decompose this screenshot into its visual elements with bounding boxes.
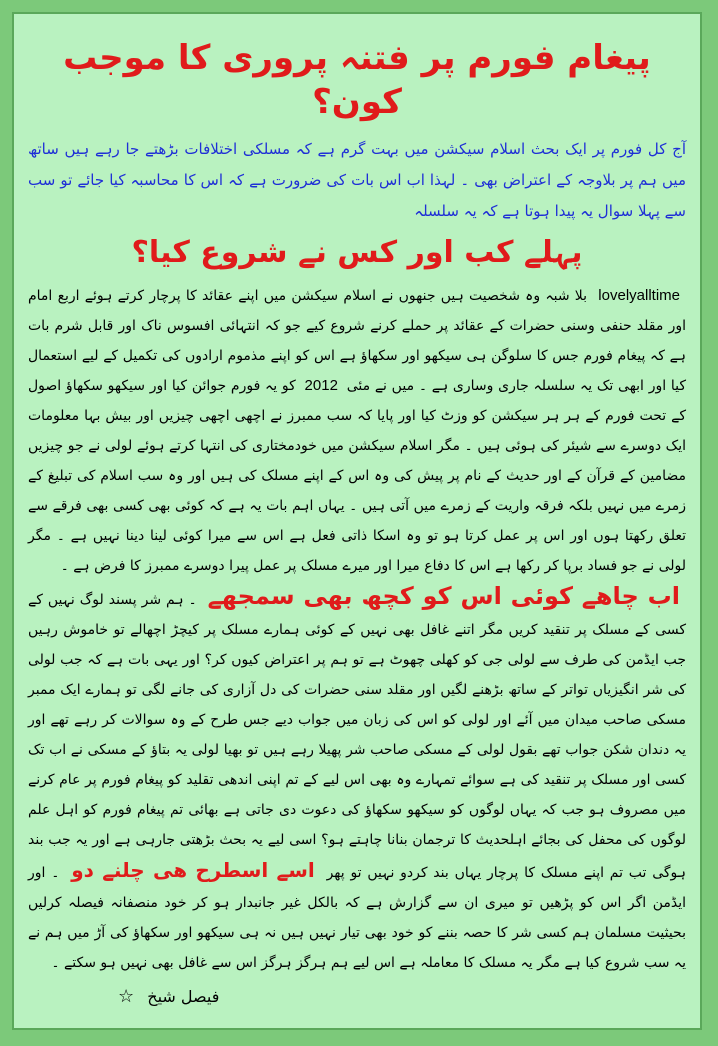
- article-page: [12, 12, 702, 1030]
- body-paragraph-1: [28, 281, 686, 581]
- signature-name: فیصل شیخ: [147, 987, 220, 1006]
- signature-row: [28, 986, 686, 1007]
- intro-paragraph: آج کل فورم پر ایک بحث اسلام سیکشن میں بہت گرم ہے کہ مسلکی اختلافات بڑھتے جا رہے ہیں ساتھ میں ہم پر بلاوجہ کے اعتراض بھی ۔ لہذا اب اس بات کی ضرورت ہے کہ اس کا محاسبہ کیا جائے تو سب سے پہلا سوال یہ پیدا ہوتا ہے کہ یہ سلسلہ: [28, 140, 686, 220]
- paragraph2-text-2: ۔ اور ایڈمن اگر اس کو پڑھیں تو میری ان سے گزارش ہے کہ بالکل غیر جانبدار ہو کر خود منصفانہ فیصلہ کرلیں بحیثیت مسلمان ہم کسی شر کا حصہ بننے کو خود بھی تیار نہیں ہیں نہ ہی سیکھو اور سکھاؤ کی آڑ میں ہم نے یہ سب شروع کیا ہے مگر یہ مسلک کا معاملہ ہے اس لیے ہم ہرگز ہرگز اس سے غافل بھی نہیں ہو سکتے ۔: [28, 865, 686, 971]
- page-title: پیغام فورم پر فتنہ پروری کا موجب کون؟: [63, 38, 651, 122]
- paragraph1-text-3: کو یہ فورم جوائن کیا اور سیکھو سکھاؤ اصول کے تحت فورم کے ہر ہر سیکشن کو وزٹ کیا اور پایا کہ سب ممبرز نے اچھی اچھی چیزیں اور بیش بہا معلومات ایک دوسرے سے شیئر کی ہوئی ہیں ۔ مگر اسلام سیکشن میں خودمختاری کی انتہا کرتے ہوئے لولی نے جو چیزیں مضامین کے قرآن کے اور حدیث کے نام پر پیش کی وہ اس کے اپنے مسلک کی ہیں اور وہ سب اسلام کی تبلیغ کے زمرے میں نہیں بلکہ فرقہ واریت کے زمرے میں آتی ہیں ۔ یہاں اہم بات یہ ہے کہ کوئی بھی کسی بھی فرقے سے تعلق رکھتا ہوں اور اس پر عمل کرتا ہو تو وہ اسکا ذاتی فعل ہے اس سے میرا کوئی لینا دینا نہیں ہے ۔ مگر لولی نے جو فساد برپا کر رکھا ہے اس کا دفاع میرا اور میرے مسلک پر عمل پیرا دوسرے ممبرز کا فرض ہے ۔: [28, 378, 686, 574]
- join-year: 2012: [304, 377, 338, 394]
- star-icon: ☆: [118, 986, 135, 1007]
- paragraph2-text-1: ۔ ہم شر پسند لوگ نہیں کے کسی کے مسلک پر تنقید کریں مگر اتنے غافل بھی نہیں کے کوئی ہمارے مسلک پر کیچڑ اچھالے تو خاموش رہیں جب ایڈمن کی طرف سے لولی جی کو کھلی چھوٹ ہے تو ہم پر اعتراض کیوں کر؟ اور یہی بات ہے کہ جب لولی کی شر انگیزیاں تواتر کے ساتھ بڑھنے لگیں اور مقلد سنی حضرات کی دل آزاری کی جانے لگی تو ہمارے ایک ممبر مسکی صاحب میدان میں آئے اور لولی کو اس کی زبان میں جواب دیے جس طرح کے وہ سوالات کر رہے تھے اور یہ دندان شکن جواب تھے بقول لولی کے مسکی صاحب شر پھیلا رہے ہیں تو بھیا لولی یہ بتاؤ کے مسکی نے اب تک کسی اور مسلک پر تنقید کی ہے سوائے تمہارے وہ بھی اس لیے کے تم اپنی اندھی تقلید کو پیغام فورم پر عام کرنے میں مصروف ہو جب کہ یہاں لوگوں کو سیکھو سکھاؤ کی دعوت دی جاتی ہے بھائی تم پیغام فورم کو اہل علم لوگوں کی محفل کی بجائے اہلحدیث کا ترجمان بنانا چاہتے ہو؟ اسی لیے یہ بحث بڑھتی جارہی ہے اور یہ جب بند ہوگی تب تم اپنے مسلک کا پرچار یہاں بند کردو نہیں تو پھر: [28, 592, 686, 881]
- inline-heading-1: اب چاھے کوئی اس کو کچھ بھی سمجھے: [207, 582, 681, 610]
- username-lovelyalltime: lovelyalltime: [598, 287, 680, 304]
- body-paragraph-2: [28, 581, 686, 978]
- section-subtitle: پہلے کب اور کس نے شروع کیا؟: [131, 235, 583, 270]
- paragraph1-intro-text: بلا شبہ وہ شخصیت ہیں جنھوں نے اسلام سیکشن میں اپنے عقائد کا پرچار کرتے ہوئے اربع امام اور مقلد حنفی وسنی: [28, 288, 686, 334]
- paragraph1-text-2: حضرات کے عقائد پر حملے کرنے شروع کیے جو کہ انتہائی افسوس ناک اور قابل شرم بات ہے کہ پیغام فورم جس کا سلوگن ہی سیکھو اور سکھاؤ ہے اس کو اپنے مذموم ارادوں کی تکمیل کے لیے استعمال کیا اور ابھی تک یہ سلسلہ جاری وساری ہے ۔ میں نے مئی: [28, 318, 687, 394]
- inline-heading-2: اسے اسطرح ھی چلنے دو: [71, 858, 315, 882]
